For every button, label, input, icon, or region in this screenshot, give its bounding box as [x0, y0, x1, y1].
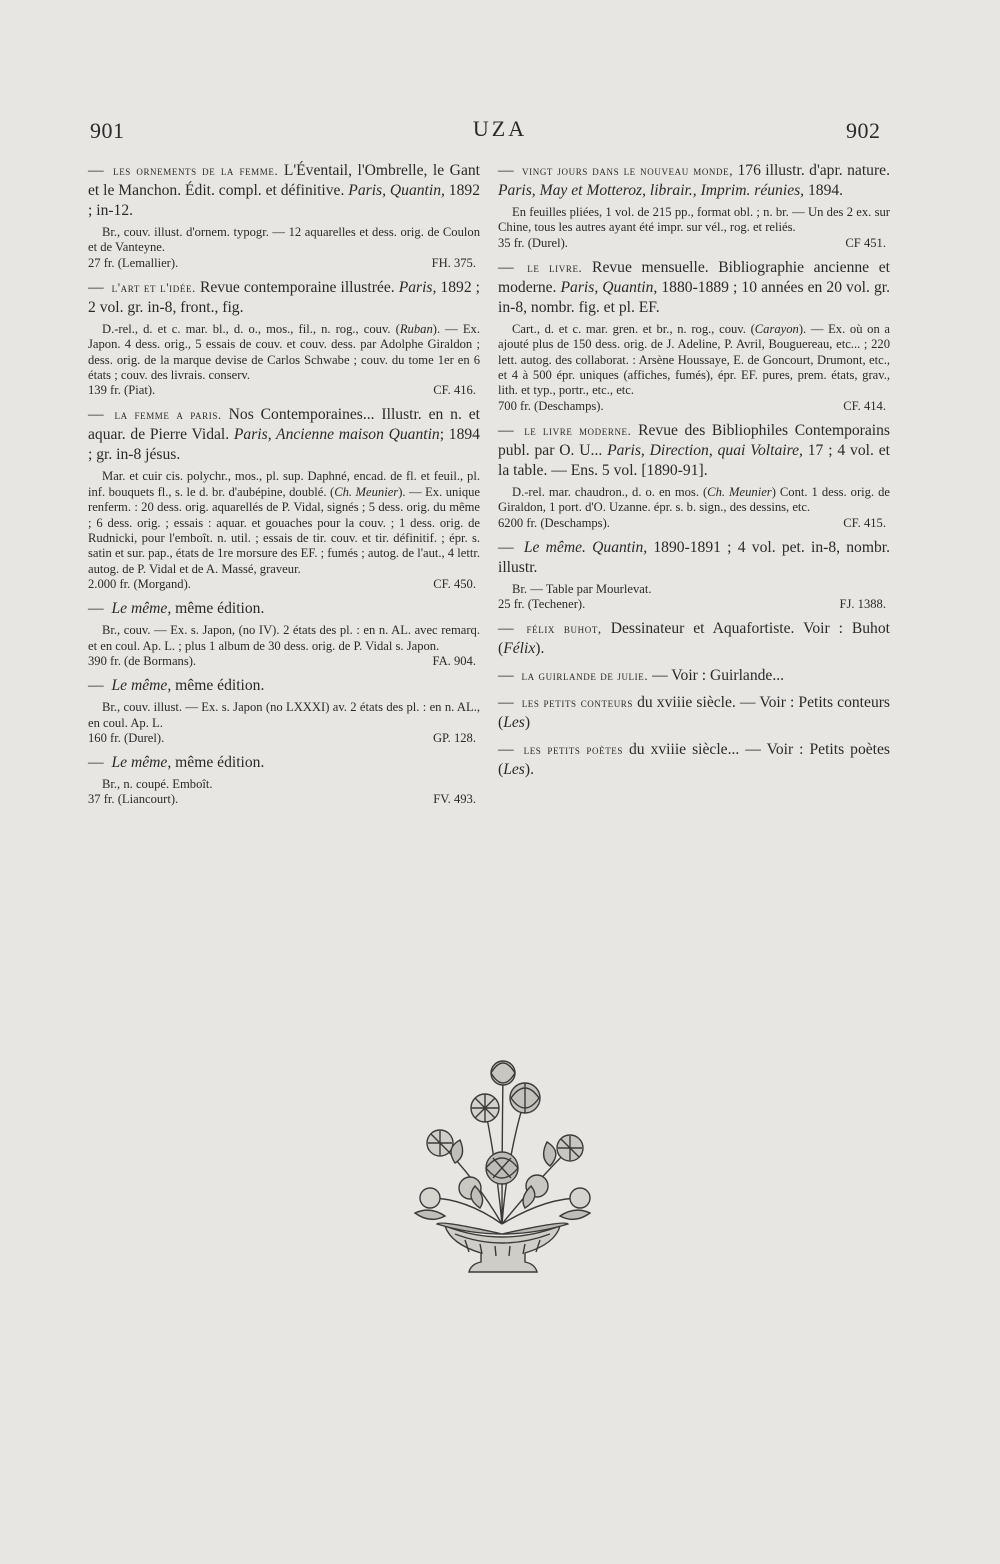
entry-title	[498, 258, 890, 318]
catalogue-reference: FV. 493.	[433, 792, 476, 807]
text-run: le livre.	[527, 259, 583, 275]
text-run: Nos Contemporaines... Illustr. en n. et aquar. de Pierre Vidal.	[88, 406, 480, 444]
catalogue-entry	[498, 538, 890, 612]
entry-title	[498, 421, 890, 481]
entry-price-line	[88, 383, 480, 398]
text-run: Les	[503, 761, 525, 779]
text-run: —	[498, 421, 521, 439]
text-run: Paris, Quantin,	[348, 182, 445, 199]
right-page-number: 902	[846, 118, 881, 143]
entry-title	[88, 278, 480, 318]
catalogue-reference: CF. 414.	[843, 398, 886, 413]
running-header: UZA	[472, 116, 528, 141]
left-page-number: 901	[90, 118, 125, 143]
text-run: Ch. Meunier	[707, 484, 772, 499]
text-run: Revue contemporaine illustrée.	[195, 278, 399, 296]
catalogue-reference: CF 451.	[845, 235, 886, 250]
text-run: la guirlande de julie.	[521, 668, 649, 684]
sale-price: 6200 fr. (Deschamps).	[498, 515, 610, 530]
entry-title	[498, 740, 890, 780]
text-run: —	[88, 162, 110, 179]
text-run: —	[498, 162, 519, 179]
catalogue-reference: CF. 416.	[433, 383, 476, 398]
entry-price-line	[88, 256, 480, 271]
text-run: Dessinateur et Aquafortiste. Voir : Buhot (	[498, 620, 890, 658]
text-run: —	[498, 258, 524, 276]
text-run: même édition.	[171, 753, 265, 771]
text-run: Le même,	[111, 753, 172, 771]
sale-price: 2.000 fr. (Morgand).	[88, 577, 191, 592]
text-run: ). — Ex. Japon. 4 dess. orig., 5 essais de couv. et couv. dess. par Adolphe Giraldon ; dess. orig. de la marque devise de Carlos Schwabe ; couv. du tome 1er en 6 états ; couv. des livrais. conserv.	[88, 321, 480, 383]
entry-description	[498, 485, 890, 516]
catalogue-entry	[498, 740, 890, 780]
catalogue-entry	[88, 405, 480, 592]
text-run: —	[88, 753, 108, 771]
text-run: ). — Ex. où on a ajouté plus de 150 dess. orig. de J. Adeline, P. Avril, Bouguereau, etc... ; 220 lett. autog. des collaborat. : Arsène Houssaye, E. de Goncourt, Drumont, etc., et 4 à 500 épr. uniques (affiches, fumés), épr. EF. pures, prem. états, grav., lith. et typ., portr., etc., etc.	[498, 321, 890, 398]
text-run: —	[498, 538, 520, 556]
text-run: Paris,	[398, 278, 437, 296]
sale-price: 160 fr. (Durel).	[88, 730, 165, 745]
entry-title	[88, 676, 480, 696]
entry-price-line	[498, 516, 890, 531]
text-run: 1894.	[804, 182, 844, 199]
entry-price-line	[498, 597, 890, 612]
text-run: —	[498, 620, 523, 638]
text-run: Le même,	[111, 677, 172, 695]
text-run: —	[88, 406, 111, 424]
text-run: ).	[524, 761, 534, 779]
text-run: —	[88, 677, 108, 695]
text-run: Cart., d. et c. mar. gren. et br., n. rog., couv. (	[512, 321, 755, 336]
left-column	[88, 161, 480, 814]
catalogue-entry	[88, 753, 480, 807]
catalogue-entry	[498, 693, 890, 733]
text-run: Ruban	[399, 321, 433, 336]
text-run: l'art et l'idée.	[111, 279, 196, 295]
entry-description	[88, 469, 480, 577]
text-run: 1880-1889 ; 10 années en 20 vol. gr. in-8, nombr. fig. et pl. EF.	[498, 278, 890, 316]
text-run: même édition.	[171, 677, 265, 695]
entry-title	[498, 693, 890, 733]
catalogue-reference: FH. 375.	[431, 255, 476, 270]
text-run: —	[498, 741, 520, 759]
text-run: vingt jours dans le nouveau monde,	[522, 163, 734, 178]
entry-description: Br., couv. illust. d'ornem. typogr. — 12 aquarelles et dess. orig. de Coulon et de Vanteyne.	[88, 225, 480, 255]
text-run: les petits conteurs	[521, 695, 634, 711]
catalogue-reference: GP. 128.	[432, 730, 476, 745]
text-run: Revue mensuelle. Bibliographie ancienne et moderne.	[498, 258, 890, 296]
text-run: — Voir : Guirlande...	[648, 667, 785, 685]
catalogue-entry	[498, 258, 890, 414]
sale-price: 390 fr. (de Bormans).	[88, 654, 197, 669]
text-run: Carayon	[754, 321, 799, 336]
entry-title	[498, 161, 890, 201]
text-run: L'Éventail, l'Ombrelle, le Gant et le Manchon. Édit. compl. et définitive.	[88, 162, 480, 199]
catalogue-reference: FA. 904.	[432, 654, 476, 669]
text-run: 176 illustr. d'apr. nature.	[733, 162, 890, 179]
text-run: Paris, Quantin,	[560, 278, 658, 296]
sale-price: 139 fr. (Piat).	[88, 383, 156, 398]
entry-title	[498, 666, 890, 686]
entry-description	[88, 322, 480, 384]
text-run: Ch. Meunier	[334, 484, 399, 499]
text-run: du xviiie siècle. — Voir : Petits conteurs (	[498, 694, 890, 732]
right-column	[498, 161, 890, 787]
catalogue-entry	[498, 421, 890, 531]
text-run: —	[498, 667, 518, 685]
entry-price-line	[88, 792, 480, 807]
entry-description: Br. — Table par Mourlevat.	[512, 581, 652, 596]
text-run: D.-rel., d. et c. mar. bl., d. o., mos., fil., n. rog., couv. (	[102, 321, 400, 336]
sale-price: 25 fr. (Techener).	[498, 597, 586, 612]
entry-title	[88, 405, 480, 465]
catalogue-entry	[498, 161, 890, 251]
text-run: du xviiie siècle... — Voir : Petits poètes (	[498, 741, 890, 779]
text-run: les ornements de la femme.	[113, 163, 279, 178]
catalogue-entry	[88, 161, 480, 271]
text-run: —	[88, 600, 108, 618]
entry-price-line	[88, 577, 480, 592]
text-run: félix buhot,	[526, 621, 602, 637]
text-run: ; 1894 ; gr. in-8 jésus.	[88, 426, 480, 464]
catalogue-entry	[498, 619, 890, 659]
sale-price: 27 fr. (Lemallier).	[88, 255, 179, 270]
text-run: 1890-1891 ; 4 vol. pet. in-8, nombr. illustr.	[498, 538, 890, 576]
entry-description: En feuilles pliées, 1 vol. de 215 pp., format obl. ; n. br. — Un des 2 ex. sur Chine, tous les autres ayant été impr. sur vél., rog. et reliés.	[498, 205, 890, 235]
entry-price-line	[88, 731, 480, 746]
entry-price-line	[498, 399, 890, 414]
text-run: Félix	[503, 640, 536, 658]
text-run: Le même. Quantin,	[523, 538, 648, 556]
catalogue-reference: CF. 415.	[843, 515, 886, 530]
text-run: Revue des Bibliophiles Contemporains publ. par O. U...	[498, 421, 890, 459]
text-run: la femme a paris.	[114, 407, 222, 423]
catalogue-entry	[498, 666, 890, 686]
entry-title	[88, 753, 480, 773]
entry-title	[498, 538, 890, 578]
text-run: —	[498, 694, 518, 712]
entry-description	[498, 322, 890, 399]
sale-price: 37 fr. (Liancourt).	[88, 792, 179, 807]
catalogue-entry	[88, 599, 480, 669]
text-run: Le même,	[111, 600, 172, 618]
text-run: Les	[503, 714, 525, 732]
text-run: —	[88, 278, 108, 296]
text-run: Paris, Direction, quai Voltaire,	[607, 441, 803, 459]
entry-price-line	[88, 654, 480, 669]
catalogue-reference: CF. 450.	[433, 577, 476, 592]
entry-price-line	[498, 236, 890, 251]
text-run: même édition.	[171, 600, 265, 618]
text-run: D.-rel. mar. chaudron., d. o. en mos. (	[512, 484, 708, 499]
text-run: les petits poètes	[523, 742, 623, 758]
entry-title	[88, 599, 480, 619]
text-run: ).	[535, 640, 545, 658]
entry-description: Br., n. coupé. Emboît.	[102, 776, 213, 791]
entry-title	[88, 161, 480, 221]
text-run: )	[524, 714, 531, 732]
text-run: Paris, Ancienne maison Quantin	[233, 426, 440, 444]
catalogue-entry	[88, 278, 480, 399]
catalogue-entry	[88, 676, 480, 746]
text-run: Mar. et cuir cis. polychr., mos., pl. sup. Daphné, encad. de fl. et feuil., pl. inf. bouquets fl., s. le d. br. d'aubépine, doublé. (	[88, 469, 480, 499]
catalogue-reference: FJ. 1388.	[839, 597, 886, 612]
text-run: le livre moderne.	[524, 422, 632, 438]
text-run: ) Cont. 1 dess. orig. de Giraldon, 1 port. d'O. Uzanne. épr. s. b. sign., des dessins, etc.	[498, 484, 890, 515]
text-run: 1892 ; in-12.	[88, 182, 480, 219]
text-run: ). — Ex. unique renferm. : 20 dess. orig. aquarellés de P. Vidal, signés ; 5 dess. orig. du même ; 6 dess. orig. ; essais : aquar. et gouaches pour la couv. ; 1 dess. orig. de Rudnicki, pour l'emboît. n. util. ; essais de tir. couv. et tir. définitif. ; épr. s. satin et sur. pap., états de 1re morsure des EF. ; fumés ; autog. de l'aut., 4 lettr. autog. de P. Vidal et de A. Massé, graveur.	[88, 484, 480, 576]
floral-vase-vignette	[385, 1048, 620, 1284]
text-run: Paris, May et Motteroz, librair., Imprim. réunies,	[498, 182, 805, 199]
text-run: 17 ; 4 vol. et la table. — Ens. 5 vol. [1890-91].	[498, 441, 891, 479]
entry-title	[498, 619, 890, 659]
sale-price: 700 fr. (Deschamps).	[498, 398, 604, 413]
sale-price: 35 fr. (Durel).	[498, 235, 568, 250]
entry-description: Br., couv. — Ex. s. Japon, (no IV). 2 états des pl. : en n. AL. avec remarq. et en coul. Ap. L. ; plus 1 album de 30 dess. orig. de P. Vidal s. Japon.	[88, 623, 480, 653]
entry-description: Br., couv. illust. — Ex. s. Japon (no LXXXI) av. 2 états des pl. : en n. AL., en coul. Ap. L.	[88, 700, 480, 730]
text-run: 1892 ; 2 vol. gr. in-8, front., fig.	[88, 278, 480, 316]
